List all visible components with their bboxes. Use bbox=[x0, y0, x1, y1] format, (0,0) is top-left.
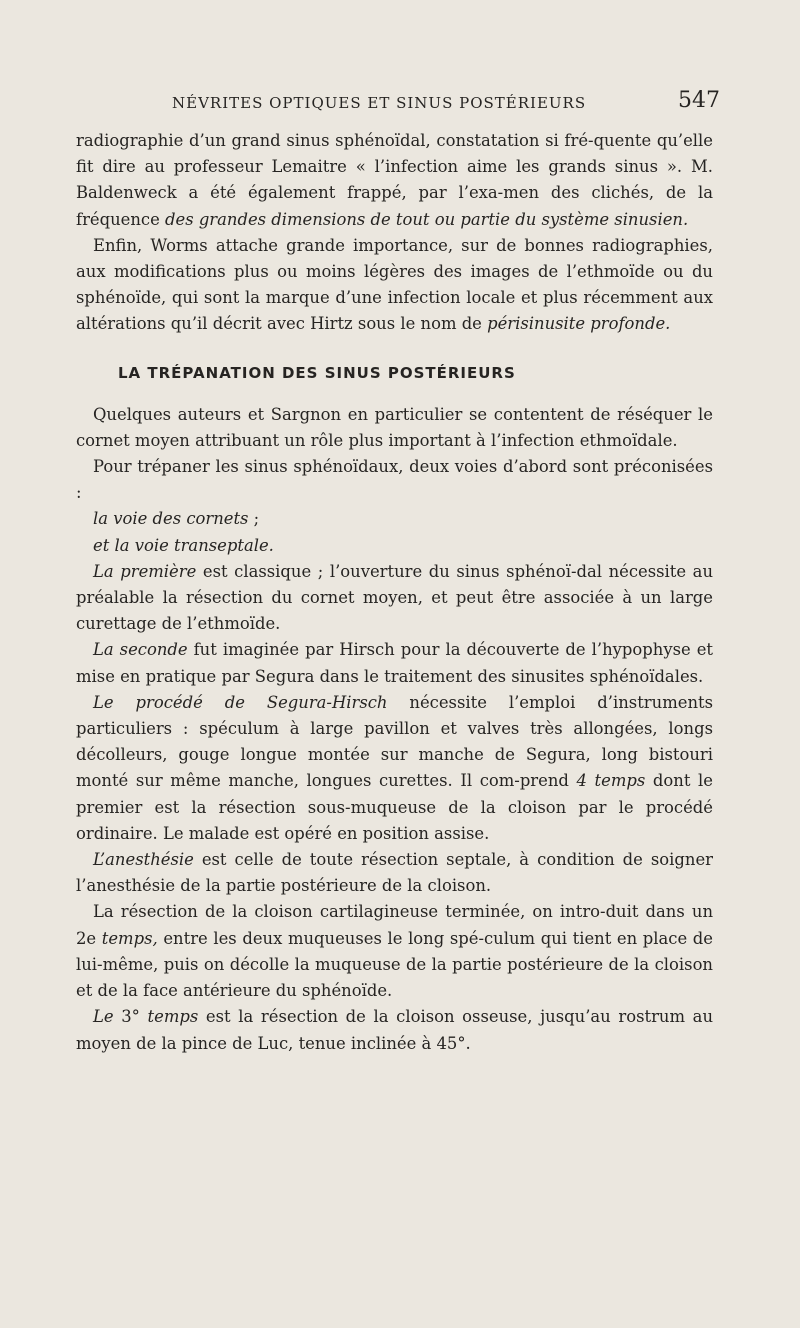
paragraph-9-italic: temps, bbox=[101, 928, 158, 948]
paragraph-7-italic-1: Le procédé de Segura-Hirsch bbox=[93, 692, 388, 712]
running-title: NÉVRITES OPTIQUES ET SINUS POSTÉRIEURS bbox=[172, 94, 587, 112]
paragraph-7-text-2: dont le premier est la résection sous-muqueuse de la cloison par le procédé ordinaire. Le malade est opéré en position assise. bbox=[76, 771, 713, 843]
paragraph-5-text: est classique ; l’ouverture du sinus sphénoï-dal nécessite au préalable la résection du cornet moyen, et peut être associée à un large curettage de l’ethmoïde. bbox=[76, 561, 713, 634]
paragraph-8 bbox=[76, 847, 713, 899]
list-item-2 bbox=[76, 533, 713, 559]
paragraph-10-italic-1: Le bbox=[93, 1007, 114, 1027]
list-item-2-italic: et la voie transeptale. bbox=[93, 535, 274, 555]
paragraph-6 bbox=[76, 637, 713, 689]
paragraph-7-text-1: nécessite l’emploi d’instruments particuliers : spéculum à large pavillon et valves très allongées, longs décolleurs, gouge longue montée sur manche de Segura, long bistouri monté sur même manche, longues curettes. Il com-prend bbox=[76, 692, 713, 791]
paragraph-3: Quelques auteurs et Sargnon en particulier se contentent de réséquer le cornet moyen attribuant un rôle plus important à l’infection ethmoïdale. bbox=[76, 404, 713, 450]
paragraph-10-text-2: est la résection de la cloison osseuse, jusqu’au rostrum au moyen de la pince de Luc, tenue inclinée à 45°. bbox=[76, 1007, 714, 1053]
paragraph-10-italic-2: temps bbox=[147, 1007, 199, 1027]
paragraph-1 bbox=[76, 128, 713, 233]
paragraph-6-italic: La seconde bbox=[93, 640, 188, 660]
paragraph-10-text-1: 3° bbox=[113, 1007, 148, 1027]
paragraph-1-text: radiographie d’un grand sinus sphénoïdal, constatation si fré-quente qu’elle fit dire au professeur Lemaitre « l’infection aime les grands sinus ». M. Baldenweck a été également frappé, par l’exa-men des clichés, de la fréquence bbox=[76, 131, 713, 229]
paragraph-8-text: est celle de toute résection septale, à condition de soigner l’anesthésie de la partie postérieure de la cloison. bbox=[76, 850, 713, 896]
page-body bbox=[76, 128, 713, 1057]
paragraph-6-text: fut imaginée par Hirsch pour la découverte de l’hypophyse et mise en pratique par Segura dans le traitement des sinusites sphénoïdales. bbox=[76, 640, 713, 686]
list-item-1-italic: la voie des cornets bbox=[93, 509, 249, 529]
paragraph-2-italic: périsinusite profonde. bbox=[487, 314, 671, 334]
paragraph-1-italic: des grandes dimensions de tout ou partie du système sinusien. bbox=[165, 209, 689, 229]
paragraph-10 bbox=[76, 1004, 713, 1056]
paragraph-8-italic: L’anesthésie bbox=[93, 850, 194, 870]
paragraph-9-text-1: La résection de la cloison cartilagineuse terminée, on intro-duit dans un 2e bbox=[76, 902, 713, 948]
paragraph-9-text-2: entre les deux muqueuses le long spé-culum qui tient en place de lui-même, puis on décolle la muqueuse de la partie postérieure de la cloison et de la face antérieure du sphénoïde. bbox=[76, 928, 713, 1001]
page-number: 547 bbox=[678, 88, 720, 113]
paragraph-2-text: Enfin, Worms attache grande importance, sur de bonnes radiographies, aux modifications plus ou moins légères des images de l’ethmoïde ou du sphénoïde, qui sont la marque d’une infection locale et plus récemment aux altérations qu’il décrit avec Hirtz sous le nom de bbox=[76, 235, 713, 334]
paragraph-9 bbox=[76, 899, 713, 1004]
paragraph-7 bbox=[76, 690, 713, 847]
list-item-1-tail: ; bbox=[248, 509, 260, 529]
paragraph-7-italic-2: 4 temps bbox=[576, 771, 646, 791]
paragraph-2 bbox=[76, 233, 713, 338]
paragraph-4: Pour trépaner les sinus sphénoïdaux, deux voies d’abord sont préconisées : bbox=[76, 457, 713, 503]
list-item-1 bbox=[76, 506, 713, 532]
paragraph-5 bbox=[76, 559, 713, 638]
paragraph-5-italic: La première bbox=[93, 561, 197, 581]
section-heading: LA TRÉPANATION DES SINUS POSTÉRIEURS bbox=[118, 363, 516, 382]
running-head bbox=[76, 88, 720, 120]
